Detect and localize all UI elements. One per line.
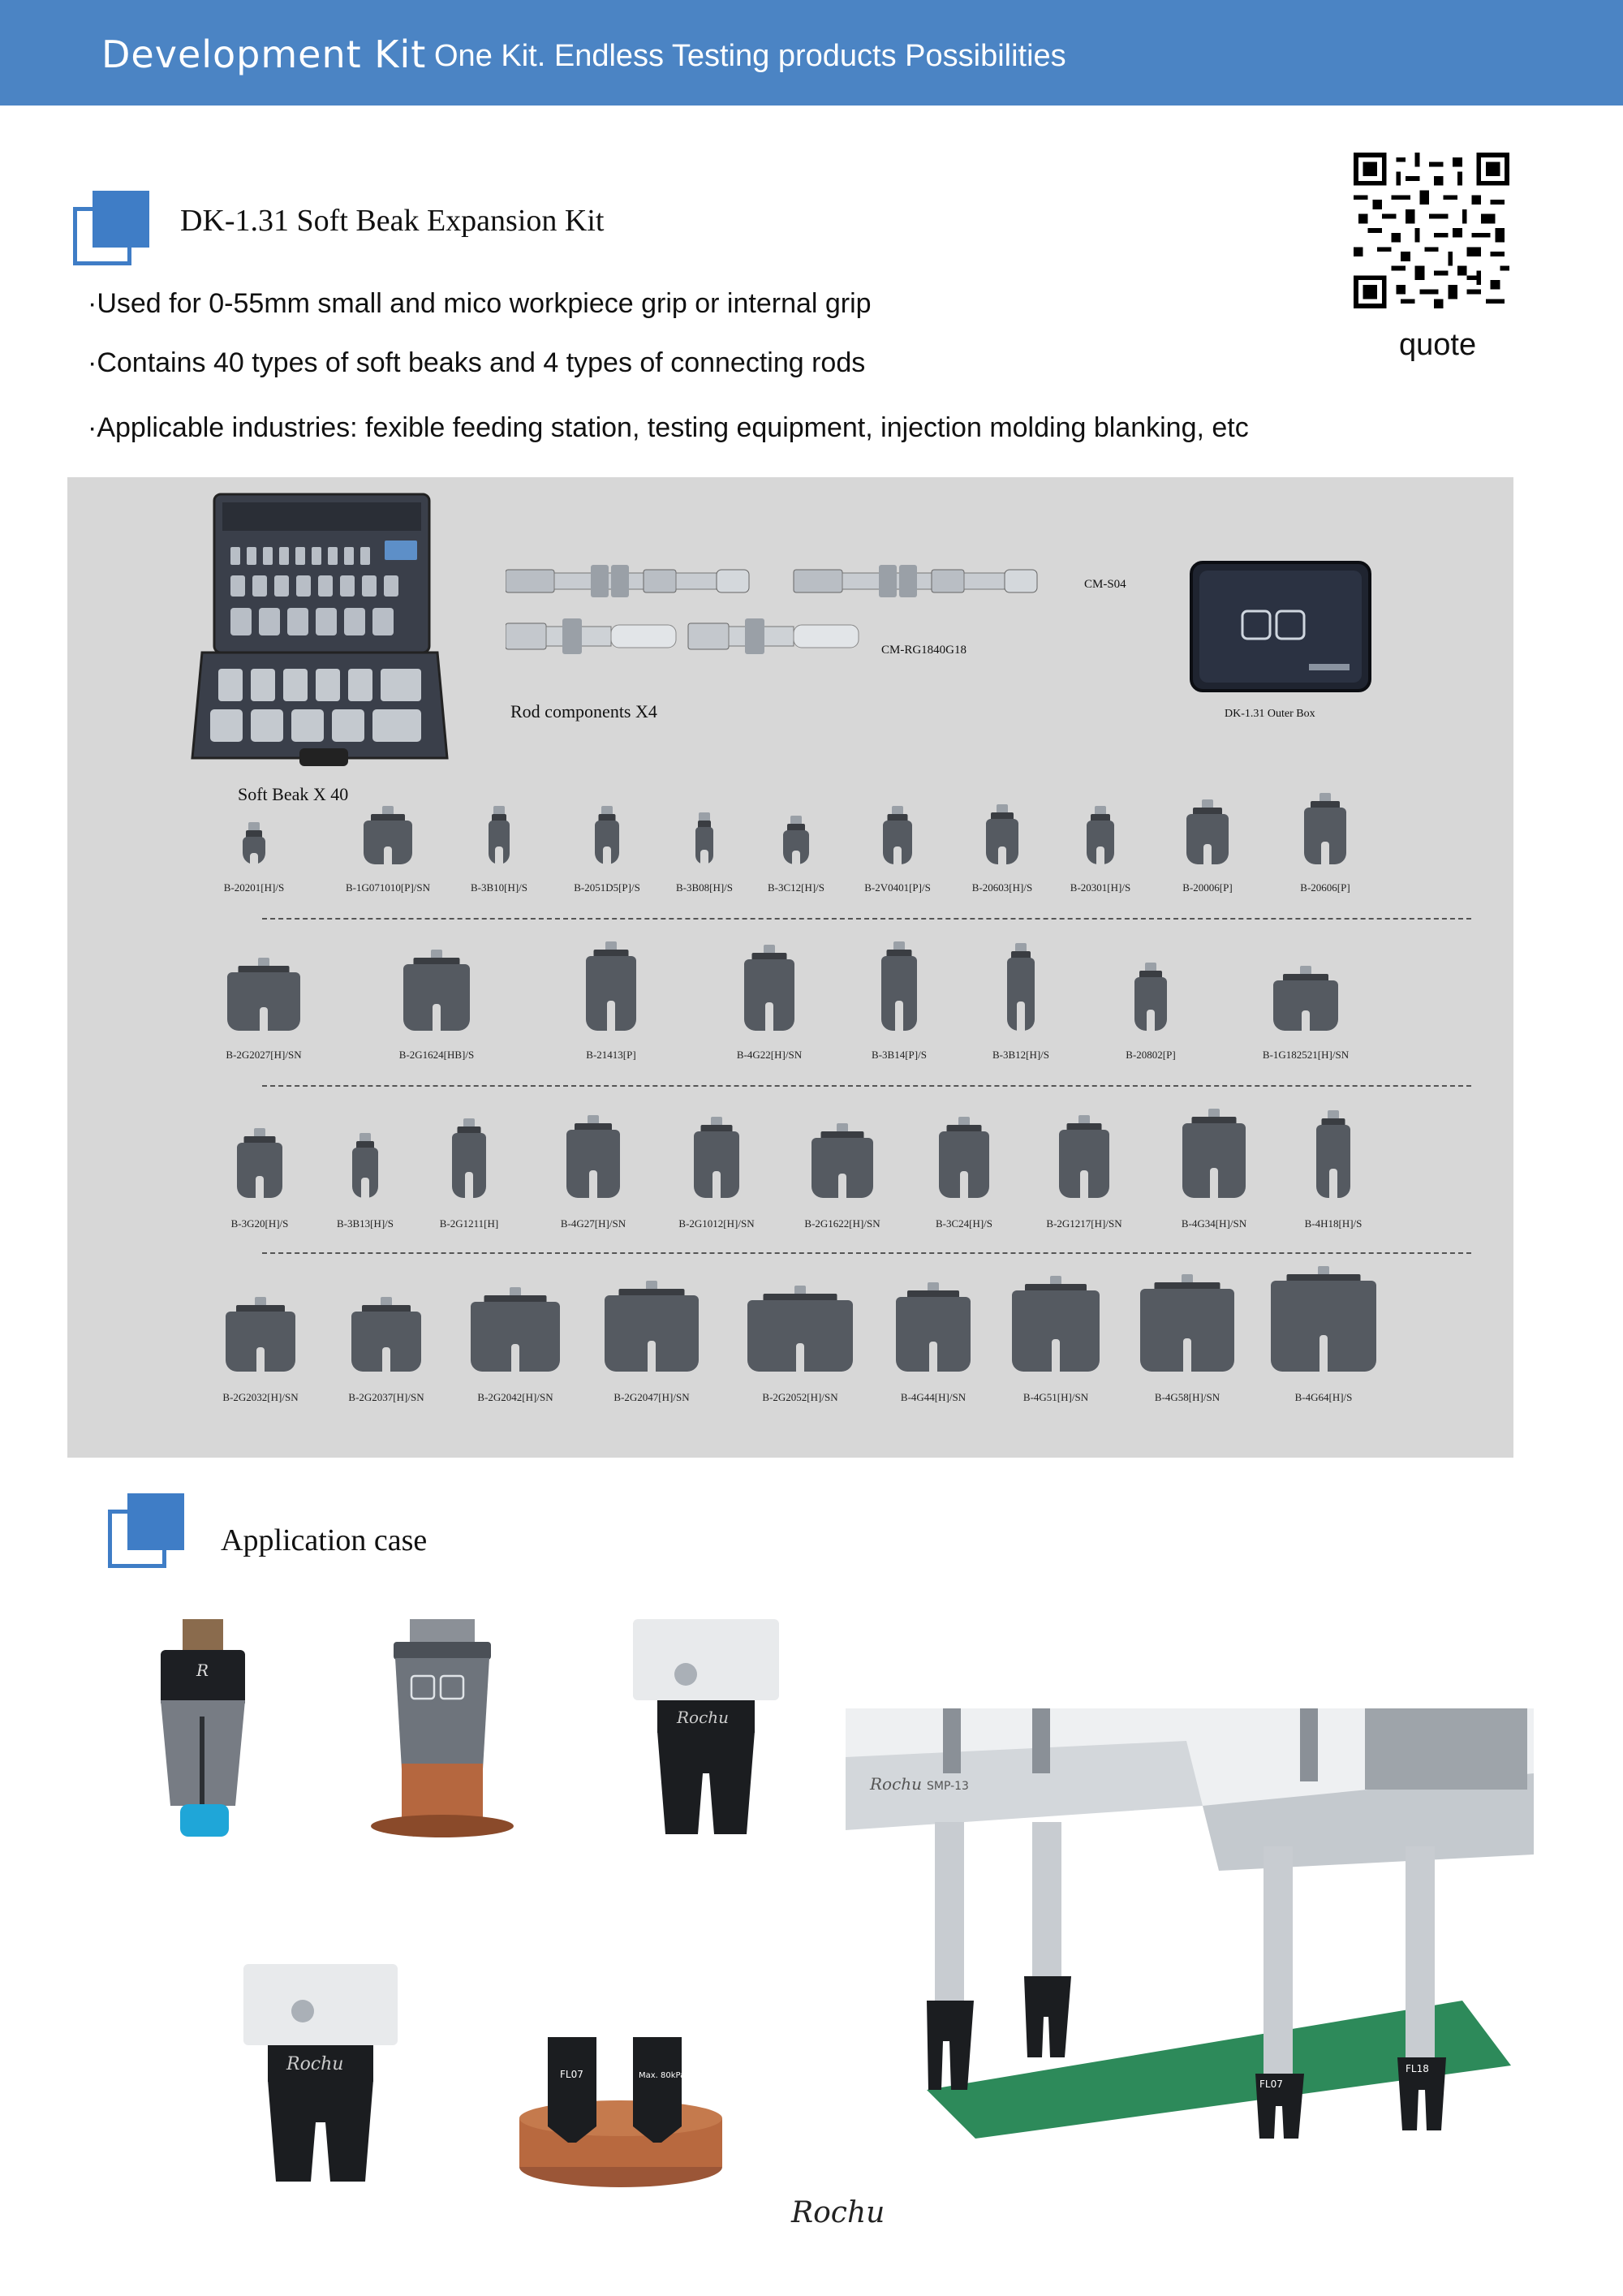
rod-name-2: CM-RG1840G18 [881,644,967,657]
soft-beak-image [812,1123,873,1198]
soft-beak-image [883,806,912,864]
application-image-3 [625,1619,787,1846]
soft-beak-image [471,1287,560,1372]
soft-beak-model-label: B-2G1217[H]/SN [1046,1217,1122,1230]
quote-label[interactable]: quote [1399,328,1477,362]
soft-beak-image [1182,1109,1246,1198]
soft-beak-image [1316,1110,1350,1198]
soft-beak-model-label: B-4G34[H]/SN [1181,1217,1247,1230]
soft-beak-model-label: B-2G1211[H] [439,1217,499,1230]
soft-beak-model-label: B-1G182521[H]/SN [1262,1049,1350,1061]
qr-code-icon[interactable] [1351,153,1512,308]
header-tagline: One Kit. Endless Testing products Possibilities [434,39,1066,73]
soft-beak-model-label: B-2G1622[H]/SN [804,1217,880,1230]
soft-beak-model-label: B-2G2037[H]/SN [348,1391,424,1403]
soft-beak-image [243,822,265,864]
application-image-2 [369,1619,515,1842]
open-kit-case-image [186,490,454,774]
application-image-5 [515,2029,726,2191]
soft-beak-image [1134,963,1167,1031]
soft-beak-model-label: B-3B14[P]/S [872,1049,927,1061]
rod-components-image [506,558,1147,672]
soft-beak-image [783,816,809,864]
svg-text:R: R [196,1661,209,1680]
soft-beak-image [1140,1274,1234,1372]
soft-beak-model-label: B-20301[H]/S [1070,881,1131,894]
soft-beak-model-label: B-21413[P] [586,1049,636,1061]
device-label-pressure: Max. 80kPa [639,2071,686,2080]
device-label-fl07: FL07 [560,2069,583,2080]
soft-beak-image [566,1115,620,1198]
soft-beak-model-label: B-2G2027[H]/SN [226,1049,302,1061]
soft-beak-image [489,806,510,864]
soft-beak-model-label: B-20201[H]/S [223,881,285,894]
soft-beak-model-label: B-2G2047[H]/SN [613,1391,690,1403]
outer-box-image [1187,558,1374,696]
row-divider [262,1085,1471,1087]
soft-beak-image [352,1133,378,1198]
application-image-4 [239,1964,402,2187]
svg-text:Rochu: Rochu [677,1708,730,1727]
row-divider [262,918,1471,920]
soft-beak-model-label: B-2G2032[H]/SN [222,1391,299,1403]
kit-label: Development Kit [101,32,427,76]
soft-beak-image [227,958,300,1031]
soft-beak-image [1007,943,1035,1031]
soft-beak-image [694,1117,739,1198]
soft-beak-model-label: B-4G27[H]/SN [560,1217,626,1230]
soft-beak-model-label: B-3C12[H]/S [767,881,825,894]
rod-components-label: Rod components X4 [510,701,657,722]
soft-beak-model-label: B-4G64[H]/S [1294,1391,1353,1403]
bullet-3: ·Applicable industries: fexible feeding station, testing equipment, injection molding blanking, etc [88,412,1249,443]
soft-beak-model-label: B-4G22[H]/SN [736,1049,803,1061]
soft-beak-image [695,812,713,864]
section-square-icon [108,1493,185,1570]
outer-box-label: DK-1.31 Outer Box [1225,708,1315,720]
device-label-smp: SMP-13 [927,1780,969,1793]
device-label-fl18: FL18 [1406,2063,1429,2074]
svg-text:Rochu: Rochu [870,1774,923,1794]
section-title-kit: DK-1.31 Soft Beak Expansion Kit [180,204,605,238]
soft-beak-model-label: B-3G20[H]/S [230,1217,289,1230]
soft-beak-image [605,1281,699,1372]
soft-beak-model-label: B-2G1012[H]/SN [678,1217,755,1230]
soft-beak-model-label: B-2G2052[H]/SN [762,1391,838,1403]
soft-beak-image [586,941,636,1031]
soft-beak-model-label: B-3B12[H]/S [992,1049,1050,1061]
soft-beak-model-label: B-2G1624[HB]/S [398,1049,475,1061]
footer-logo: Rochu [791,2196,885,2229]
soft-beak-image [1186,799,1229,864]
soft-beak-image [896,1282,971,1372]
section-square-icon [73,191,150,268]
application-photo-pcb [846,1708,1534,2139]
soft-beak-image [881,941,917,1031]
soft-beak-image [351,1297,421,1372]
kit-panel [67,477,1513,1458]
soft-beak-image [1304,793,1346,864]
soft-beak-image [237,1128,282,1198]
soft-beak-model-label: B-2G2042[H]/SN [477,1391,553,1403]
soft-beak-image [1012,1276,1100,1372]
soft-beak-image [1273,966,1338,1031]
soft-beak-model-label: B-2051D5[P]/S [574,881,640,894]
bullet-2: ·Contains 40 types of soft beaks and 4 types of connecting rods [88,347,866,378]
section-title-application: Application case [221,1523,428,1557]
soft-beak-image [986,804,1018,864]
svg-text:Rochu: Rochu [286,2054,344,2074]
soft-beak-label: Soft Beak X 40 [238,784,349,804]
soft-beak-model-label: B-20006[P] [1182,881,1233,894]
soft-beak-image [403,950,470,1031]
header-bar [0,0,1623,106]
application-image-1 [146,1619,276,1850]
soft-beak-model-label: B-20603[H]/S [971,881,1033,894]
soft-beak-model-label: B-4G58[H]/SN [1154,1391,1220,1403]
soft-beak-image [747,1286,853,1372]
soft-beak-model-label: B-2V0401[P]/S [864,881,931,894]
soft-beak-image [364,806,412,864]
bullet-1: ·Used for 0-55mm small and mico workpiece grip or internal grip [88,288,872,319]
soft-beak-image [1059,1115,1109,1198]
soft-beak-image [1087,806,1114,864]
soft-beak-model-label: B-3C24[H]/S [935,1217,993,1230]
soft-beak-image [226,1297,295,1372]
soft-beak-image [452,1118,486,1198]
soft-beak-image [939,1117,989,1198]
soft-beak-model-label: B-4H18[H]/S [1304,1217,1363,1230]
soft-beak-model-label: B-4G44[H]/SN [900,1391,966,1403]
soft-beak-image [1271,1266,1376,1372]
soft-beak-model-label: B-3B08[H]/S [675,881,734,894]
soft-beak-model-label: B-3B13[H]/S [336,1217,394,1230]
device-label-fl07b: FL07 [1259,2078,1283,2090]
soft-beak-model-label: B-3B10[H]/S [470,881,528,894]
soft-beak-model-label: B-20802[P] [1126,1049,1176,1061]
soft-beak-model-label: B-4G51[H]/SN [1022,1391,1089,1403]
soft-beak-model-label: B-1G071010[P]/SN [345,881,431,894]
soft-beak-model-label: B-20606[P] [1300,881,1350,894]
soft-beak-image [744,945,794,1031]
soft-beak-image [595,806,619,864]
rod-name-1: CM-S04 [1084,578,1126,591]
row-divider [262,1252,1471,1254]
